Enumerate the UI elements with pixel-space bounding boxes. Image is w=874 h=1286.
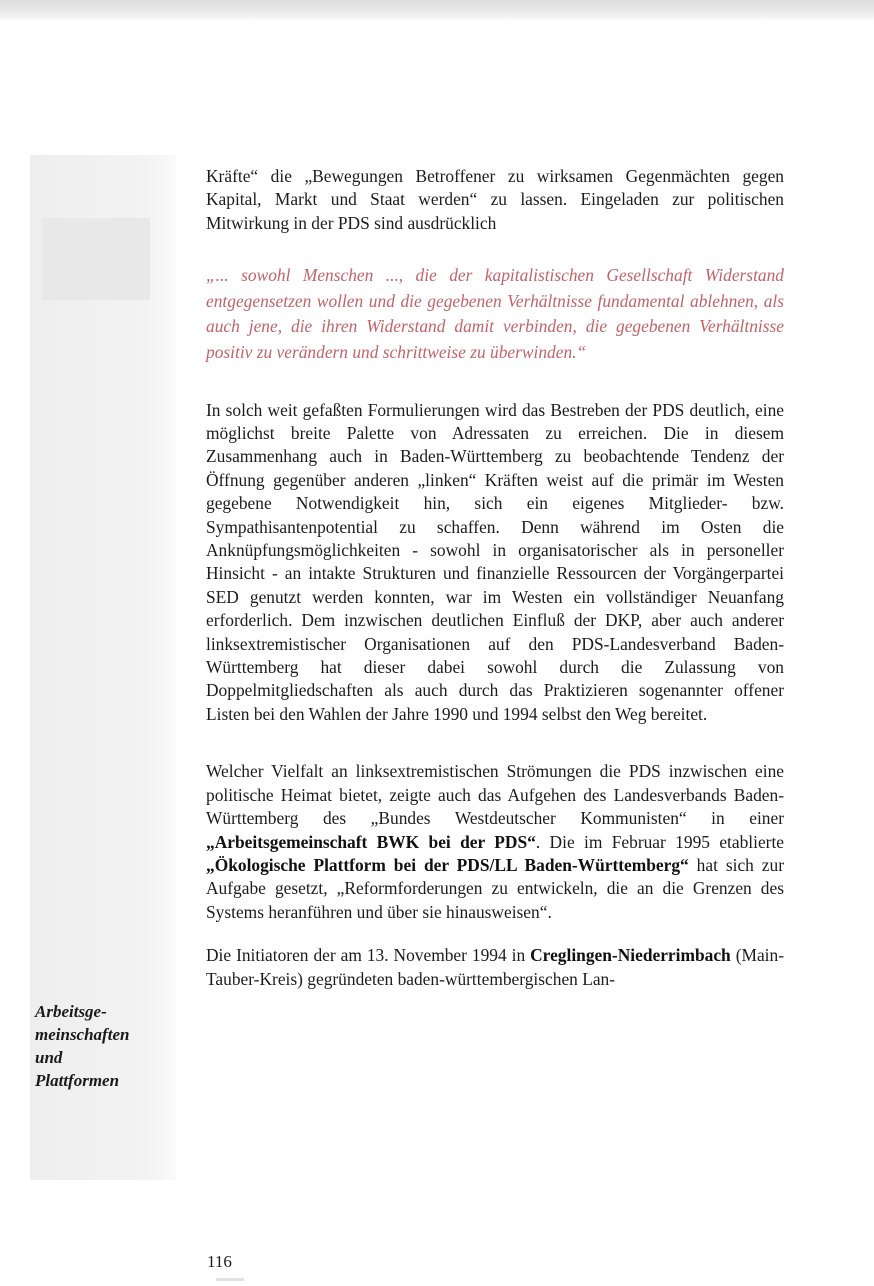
scan-top-edge — [0, 0, 874, 22]
margin-heading-line: Arbeitsge- — [35, 1002, 107, 1021]
margin-heading-line: Plattformen — [35, 1071, 120, 1090]
margin-heading — [35, 1000, 170, 1092]
margin-heading-line: meinschaften — [35, 1025, 130, 1044]
paragraph-1: Kräfte“ die „Bewegungen Betroffener zu wirksamen Gegenmächten gegen Kapital, Markt und Staat werden“ zu lassen. Eingeladen zur politischen Mitwirkung in der PDS sind ausdrücklich — [206, 166, 784, 233]
paragraph-3 — [206, 760, 784, 924]
page-number-underline — [216, 1278, 244, 1281]
paragraph-3-text-1: Welcher Vielfalt an linksextremistischen Strömungen die PDS inzwischen eine politische Heimat bietet, zeigte auch das Aufgehen des Landesverbands Baden-Württemberg des „Bundes Westdeutscher Kommunisten“ in einer — [206, 761, 784, 829]
bold-term-oekologische-plattform: „Ökologische Plattform bei der PDS/LL Baden-Württemberg“ — [206, 854, 689, 875]
margin-heading-line: und — [35, 1048, 63, 1067]
faded-margin-box — [42, 218, 150, 300]
paragraph-3-text-2: . Die im Februar 1995 etablierte — [535, 831, 785, 852]
bold-place-name: Creglingen-Niederrimbach — [530, 945, 731, 966]
bold-term-bwk: „Arbeitsgemeinschaft BWK bei der PDS“ — [206, 831, 536, 852]
quotation: „... sowohl Menschen ..., die der kapitalistischen Gesellschaft Widerstand entgegensetzen wollen und die gegebenen Verhältnisse fundamental ablehnen, als auch jene, die ihren Widerstand damit verbinden, die gegebenen Verhältnisse positiv zu verändern und schrittweise zu überwinden.“ — [206, 265, 784, 362]
paragraph-4 — [206, 944, 784, 991]
paragraph-4-text-1: Die Initiatoren der am 13. November 1994 in — [206, 945, 531, 966]
paragraph-3-text-3: hat sich zur Aufgabe gesetzt, „Reformforderungen zu entwickeln, die an die Grenzen des Systems heranführen und über sie hinausweisen“. — [206, 854, 784, 922]
paragraph-2: In solch weit gefaßten Formulierungen wird das Bestreben der PDS deutlich, eine möglichst breite Palette von Adressaten zu erreichen. Die in diesem Zusammenhang auch in Baden-Württemberg zu beobachtende Tendenz der Öffnung gegenüber anderen „linken“ Kräften weist auf die primär im Westen gegebene Notwendigkeit hin, sich ein eigenes Mitglieder- bzw. Sympathisantenpotential zu schaffen. Denn während im Osten die Anknüpfungsmöglichkeiten - sowohl in organisatorischer als in personeller Hinsicht - an intakte Strukturen und finanzielle Ressourcen der Vorgängerpartei SED genutzt werden konnten, war im Westen ein vollständiger Neuanfang erforderlich. Dem inzwischen deutlichen Einfluß der DKP, aber auch anderer linksextremistischer Organisationen auf den PDS-Landesverband Baden-Württemberg hat dieser dabei sowohl durch die Zulassung von Doppelmitgliedschaften als auch durch das Praktizieren sogenannter offener Listen bei den Wahlen der Jahre 1990 und 1994 selbst den Weg bereitet. — [206, 399, 784, 724]
paragraph-4-text-2: (Main-Tauber-Kreis) gegründeten baden-württembergischen Lan- — [206, 945, 784, 989]
body-text-column — [206, 165, 784, 991]
page-number: 116 — [207, 1252, 232, 1271]
